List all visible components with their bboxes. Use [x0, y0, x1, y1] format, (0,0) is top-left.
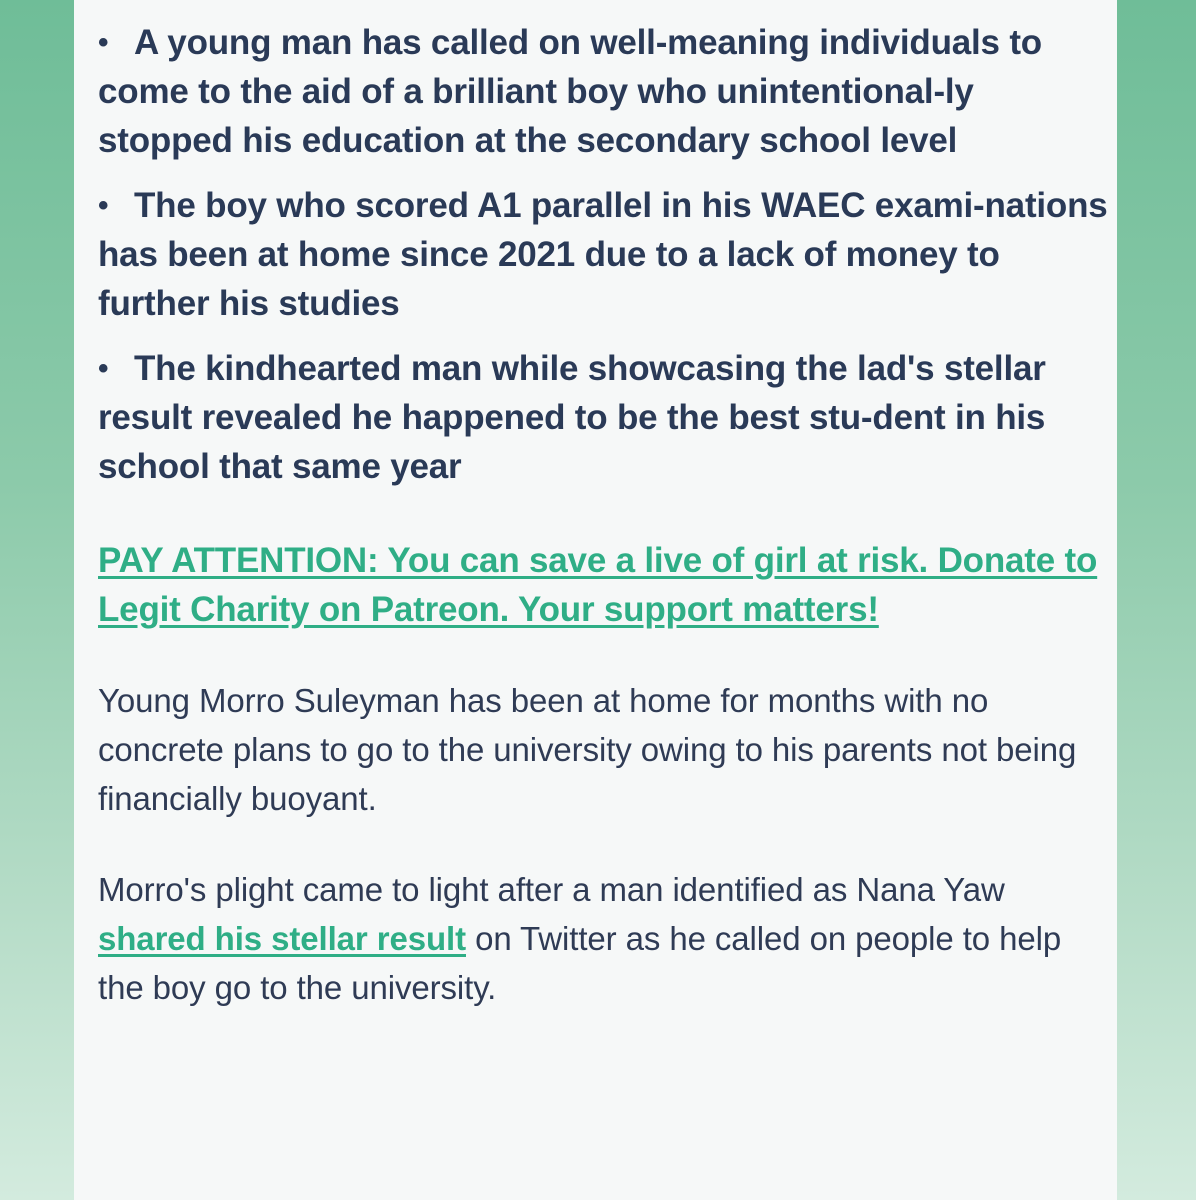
summary-bullet-text: • The kindhearted man while showcasing the lad's stellar result revealed he happened to be the best stu-dent in his school that same year	[98, 349, 1046, 486]
summary-bullet	[98, 181, 1111, 328]
article-paragraph: Young Morro Suleyman has been at home for months with no concrete plans to go to the university owing to his parents not being financially buoyant.	[98, 682, 1077, 817]
paragraph-text-before: Morro's plight came to light after a man identified as Nana Yaw	[98, 871, 1005, 908]
paragraph-text-after: on Twitter as he called on people to help the boy go to the university.	[98, 920, 1062, 1006]
summary-bullet	[98, 344, 1111, 491]
article-card	[74, 0, 1117, 1200]
article-paragraph	[98, 865, 1111, 1012]
summary-bullet-text: • The boy who scored A1 parallel in his WAEC exami-nations has been at home since 2021 due to a lack of money to further his studies	[98, 186, 1108, 323]
shared-result-link[interactable]: shared his stellar result	[98, 920, 466, 957]
summary-bullet	[98, 18, 1111, 165]
summary-bullet-list	[98, 18, 1111, 491]
summary-bullet-text: • A young man has called on well-meaning individuals to come to the aid of a brilliant boy who unintentional-ly stopped his education at the secondary school level	[98, 23, 1042, 160]
donation-cta-link[interactable]: PAY ATTENTION: You can save a live of girl at risk. Donate to Legit Charity on Patreon. Your support matters!	[98, 541, 1098, 629]
